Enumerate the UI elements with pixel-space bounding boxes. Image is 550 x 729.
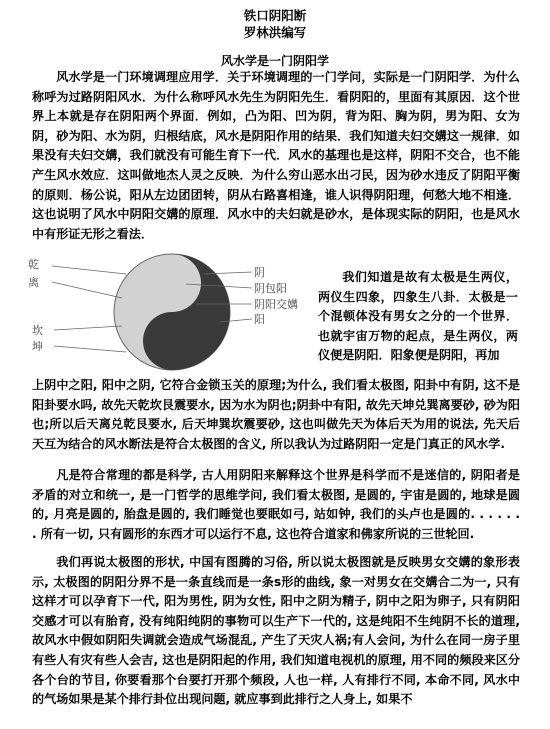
author-line: 罗林洪编写 (243, 25, 307, 40)
legend-yin: 阴 (254, 266, 265, 279)
label-li: 离 (28, 276, 39, 289)
legend-yin-bao-yang: 阴包阳 (254, 282, 287, 295)
paragraph-taiji-side: 我们知道是故有太极是生两仪，两仪生四象，四象生八卦．太极是一个混顿体没有男女之分的一个世界．也就宇宙万物的起点，是生两仪，两仪便是阴阳．阳象便是阴阳，再加 (318, 270, 518, 363)
taiji-figure (26, 252, 316, 372)
paragraph-taiji-shape: 我们再说太极图的形状, 中国有图腾的习俗, 所以说太极图就是反映男女交媾的象形表示, 太极图的阴阳分界不是一条直线而是一条s形的曲线, 象一对男女在交媾合二为一, 只有这样才可以孕育下一代, 阳为男性, 阴为女性, 阳中之阴为精子, 阴中之阳为卵子, 只有阴阳交感才可以有胎育, 没有纯阳纯阴的事物可以生产下一代的, 这是纯阳不生纯阴不长的道理, 故风水中假如阴阳失调就会造成气场混乱, 产生了天灾人祸;有人会问, 为什么在同一房子里有些人有灾有些人会吉, 这也是阴阳起的作用, 我们知道电视机的原理, 用不同的频段来区分各个台的节目, 你要看那个台要打开那个频段, 人也一样, 人有排行不同, 本命不同, 风水中的气场如果是某个排行卦位出现问题, 就应事到此排行之人身上, 如果不 (32, 555, 520, 707)
legend-yin-yang-jiaogou: 阴阳交媾 (254, 298, 298, 311)
yin-yang-symbol (114, 254, 230, 370)
taiji-diagram (26, 252, 316, 372)
section-title: 风水学是一门阴阳学 (220, 54, 329, 68)
legend-yang: 阳 (254, 313, 265, 326)
label-qian: 乾 (28, 258, 39, 271)
paragraph-science: 凡是符合常理的都是科学, 古人用阴阳来解释这个世界是科学而不是迷信的, 阴阳者是矛盾的对立和统一, 是一门哲学的思维学问, 我们看太极图, 是圆的, 宇宙是圆的, 地球是圆的, 月亮是圆的, 胎盘是圆的, 我们睡觉也要眠如弓, 站如钟, 我们的头卢也是圆的. . . . . . . 所有一切, 只有圆形的东西才可以运行不息, 这也符合道家和佛家所说的三世轮回. (32, 468, 520, 541)
label-kan: 坎 (32, 324, 43, 337)
paragraph-taiji-continued: 上阴中之阳, 阳中之阴, 它符合金锁玉关的原理;为什么, 我们看太极图, 阳卦中有阴, 这不是阳卦要水吗, 故先天乾坎艮震要水, 因为水为阴也;阴卦中有阳, 故先天坤兑巽离要砂, 砂为阳也;所以后天离兑乾艮要水, 后天坤巽坎震要砂, 这也叫做先天为体后天为用的说法, 先天后天互为结合的风水断法是符合太极图的含义, 所以我认为过路阴阳一定是门真正的风水学. (32, 378, 520, 451)
document-title: 铁口阴阳断 (243, 8, 307, 23)
yin-in-yang-dot (164, 333, 180, 349)
yang-in-yin-dot (164, 275, 180, 291)
paragraph-intro: 风水学是一门环境调理应用学．关于环境调理的一门学问，实际是一门阴阳学．为什么称呼为过路阴阳风水．为什么称呼风水先生为阴阳先生．看阴阳的，里面有其原因．这个世界上本就是存在阴阳两个界面．例如，凸为阳、凹为阴，背为阳、胸为阴，男为阳、女为阴，砂为阳、水为阴，归根结底，风水是阴阳作用的结果．我们知道夫妇交媾这一规律．如果没有夫妇交媾，我们就没有可能生育下一代．风水的基理也是这样，阴阳不交合，也不能产生风水效应．这叫做地杰人灵之反映．为什么穷山恶水出刁民，因为砂水违反了阴阳平衡的原则．杨公说，阳从左边团团转，阴从右路喜相逢，谁人识得阴阳理，何愁大地不相逢．这也说明了风水中阴阳交媾的原理．风水中的夫妇就是砂水，是体现实际的阴阳，也是风水中有形证无形之看法． (32, 70, 520, 241)
label-kun: 坤 (32, 340, 43, 353)
